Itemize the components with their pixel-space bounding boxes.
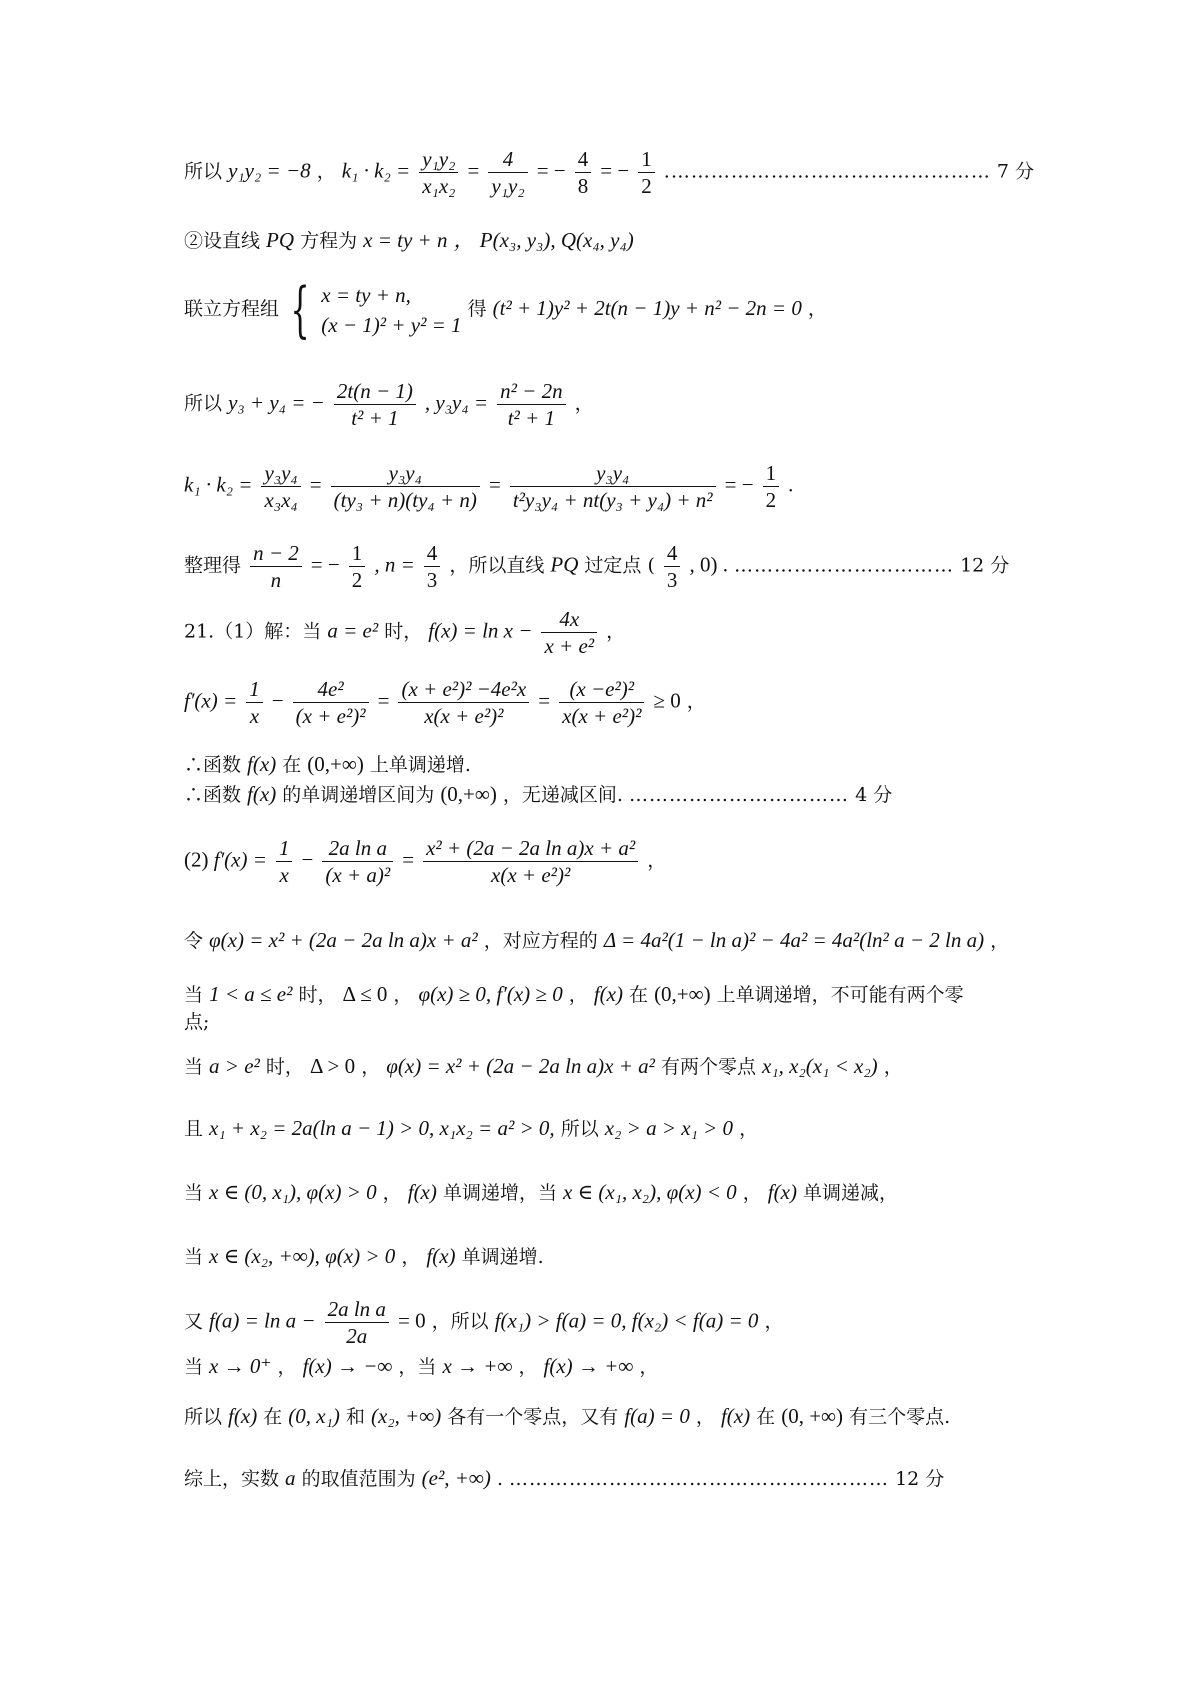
line-7 bbox=[184, 606, 625, 659]
fraction: $\frac{4}{8}$ bbox=[575, 146, 592, 199]
line-6 bbox=[184, 540, 1009, 593]
formula: 1 < a ≤ e² bbox=[209, 982, 293, 1006]
line-9 bbox=[184, 750, 471, 779]
text: 又 bbox=[184, 1310, 210, 1333]
fraction: $\frac{4}{\text{y₁y₂}}$ bbox=[488, 146, 527, 199]
text: 上单调递增，不可能有两个零 bbox=[716, 984, 964, 1006]
text: ， bbox=[695, 1406, 715, 1428]
text: 得 bbox=[467, 298, 487, 320]
fraction: $\frac{\text{y₃y₄}}{\text{x₃x₄}}$ bbox=[261, 460, 300, 513]
text: ， bbox=[518, 1356, 538, 1378]
text: ， bbox=[606, 620, 626, 643]
fraction: $\frac{\text{2a ln a}}{2a}$ bbox=[325, 1296, 389, 1349]
score: 7 分 bbox=[996, 160, 1035, 183]
text: ②设直线 bbox=[184, 230, 267, 252]
formula: k₁ · k₂ = bbox=[184, 472, 253, 497]
formula: , 0) . bbox=[689, 552, 728, 577]
line-14 bbox=[184, 1008, 209, 1036]
line-10 bbox=[184, 780, 892, 809]
text: 当 bbox=[184, 1056, 210, 1078]
formula: y₁y₂ = −8 bbox=[228, 158, 311, 183]
line-11 bbox=[184, 835, 666, 888]
text: 联立方程组 bbox=[184, 298, 280, 320]
text: 当 bbox=[184, 1182, 210, 1204]
text: 21.（1）解：当 bbox=[184, 620, 328, 643]
formula: f(x) bbox=[407, 1180, 437, 1204]
text: 令 bbox=[184, 930, 210, 952]
formula: = bbox=[538, 688, 551, 713]
formula: f(x) bbox=[767, 1180, 797, 1204]
text: 所以 bbox=[184, 1406, 229, 1428]
text: ∴函数 bbox=[184, 784, 248, 806]
text: 当 bbox=[184, 1246, 210, 1268]
fraction: $\frac{\text{x² + (2a − 2a ln a)x + a²}}{\text{x(x + e²)²}}$ bbox=[423, 835, 638, 888]
text: 单调递增. bbox=[461, 1246, 544, 1268]
formula: x ∈ (x₁, x₂), φ(x) < 0 bbox=[562, 1180, 737, 1204]
line-4 bbox=[184, 378, 594, 431]
formula: x ∈ (x₂, +∞), φ(x) > 0 bbox=[209, 1244, 396, 1268]
formula: φ(x) ≥ 0, f′(x) ≥ 0 bbox=[418, 982, 563, 1006]
text: ，所以 bbox=[431, 1310, 495, 1333]
score: 12 分 bbox=[895, 1468, 945, 1490]
text: ， bbox=[990, 930, 1010, 952]
text: ，无递减区间. bbox=[502, 784, 630, 806]
formula: (e², +∞) bbox=[421, 1466, 491, 1490]
fraction: $\frac{\text{n² − 2n}}{\text{t² + 1}}$ bbox=[497, 378, 565, 431]
line-18 bbox=[184, 1242, 544, 1271]
formula: f(a) = ln a − bbox=[209, 1308, 316, 1333]
text: ， bbox=[883, 1056, 903, 1078]
text: 在 bbox=[282, 754, 308, 776]
text: 方程为 bbox=[300, 230, 358, 252]
score-leader: ………………………………………………… bbox=[509, 1468, 890, 1490]
text: 点; bbox=[184, 1011, 210, 1033]
text: ， bbox=[639, 1356, 659, 1378]
formula: x → +∞ bbox=[442, 1354, 513, 1378]
text: ， bbox=[382, 1182, 402, 1204]
line-3 bbox=[184, 275, 827, 345]
text: 时， bbox=[384, 620, 423, 643]
fraction: $\frac{\text{(x −e²)²}}{\text{x(x + e²)²}}$ bbox=[559, 676, 644, 729]
formula: x ∈ (0, x₁), φ(x) > 0 bbox=[209, 1180, 377, 1204]
formula: f′(x) = bbox=[213, 847, 267, 872]
formula: (0,+∞) bbox=[307, 752, 364, 776]
formula: (0,+∞) bbox=[654, 982, 711, 1006]
left-brace-icon: { bbox=[290, 275, 310, 345]
formula: = bbox=[467, 158, 480, 183]
formula: f′(x) = bbox=[184, 688, 238, 713]
score: 12 分 bbox=[960, 554, 1010, 577]
line-12 bbox=[184, 926, 1009, 955]
line-1 bbox=[184, 146, 1034, 199]
text: ， bbox=[739, 1118, 759, 1140]
text: ，当 bbox=[398, 1356, 443, 1378]
formula: f(x) → +∞ bbox=[543, 1354, 634, 1378]
fraction: $\frac{\text{2a ln a}}{\text{(x + a)²}}$ bbox=[322, 835, 393, 888]
text: 时， bbox=[265, 1056, 304, 1078]
formula: y₃ + y₄ = − bbox=[228, 390, 325, 415]
formula: x = ty + n bbox=[363, 228, 448, 252]
text: 各有一个零点，又有 bbox=[447, 1406, 625, 1428]
formula: x₂ > a > x₁ > 0 bbox=[604, 1116, 734, 1140]
score-leader: .………………………………………… bbox=[663, 160, 991, 183]
formula: = − bbox=[536, 158, 566, 183]
text: 有两个零点 bbox=[660, 1056, 763, 1078]
line-15 bbox=[184, 1052, 903, 1081]
text: 单调递减， bbox=[803, 1182, 899, 1204]
text: 综上，实数 bbox=[184, 1468, 286, 1490]
fraction: $\frac{4}{3}$ bbox=[424, 540, 441, 593]
equation-system: x = ty + n, (x − 1)² + y² = 1 bbox=[321, 283, 462, 337]
formula: f(x) bbox=[593, 982, 623, 1006]
text: ， bbox=[647, 849, 667, 872]
formula: f(x) bbox=[720, 1404, 751, 1428]
formula: (0, +∞) bbox=[781, 1404, 844, 1428]
text: ， bbox=[686, 690, 706, 713]
formula: (0, x₁) bbox=[288, 1404, 340, 1428]
text: 过定点 ( bbox=[584, 554, 655, 577]
formula: a = e² bbox=[327, 618, 379, 643]
formula: φ(x) = x² + (2a − 2a ln a)x + a² bbox=[386, 1054, 655, 1078]
formula: , y₃y₄ = bbox=[424, 390, 489, 415]
text: . bbox=[496, 1468, 503, 1490]
text: ， bbox=[742, 1182, 762, 1204]
text: 单调递增，当 bbox=[442, 1182, 563, 1204]
text: . bbox=[788, 472, 794, 497]
formula: f(x₁) > f(a) = 0, f(x₂) < f(a) = 0 bbox=[494, 1308, 759, 1333]
line-5 bbox=[184, 460, 793, 513]
fraction: $\frac{2t(n - 1)}{\text{t² + 1}}$ bbox=[334, 378, 416, 431]
text: 在 bbox=[263, 1406, 289, 1428]
text: 的单调递增区间为 bbox=[282, 784, 435, 806]
formula: f(x) = ln x − bbox=[428, 618, 533, 643]
formula: = − bbox=[310, 552, 340, 577]
line-19 bbox=[184, 1296, 783, 1349]
formula: = − bbox=[724, 472, 754, 497]
formula: ≥ 0 bbox=[653, 688, 681, 713]
text: 和 bbox=[345, 1406, 371, 1428]
text: 在 bbox=[756, 1406, 782, 1428]
formula: − bbox=[271, 688, 284, 713]
formula: φ(x) = x² + (2a − 2a ln a)x + a² bbox=[209, 928, 478, 952]
formula: a > e² bbox=[209, 1054, 260, 1078]
text: 的取值范围为 bbox=[301, 1468, 416, 1490]
text: ， bbox=[361, 1056, 381, 1078]
formula: = 0 bbox=[397, 1308, 426, 1333]
fraction: $\frac{\text{y₃y₄}}{\text{(ty₃ + n)(ty₄ + n)}}$ bbox=[331, 460, 480, 513]
text: ， bbox=[393, 984, 413, 1006]
formula: x₁, x₂(x₁ < x₂) bbox=[762, 1054, 878, 1078]
formula: (t² + 1)y² + 2t(n − 1)y + n² − 2n = 0 bbox=[492, 296, 802, 320]
formula: f(x) → −∞ bbox=[302, 1354, 393, 1378]
text: ， bbox=[764, 1310, 784, 1333]
text: ， bbox=[574, 392, 594, 415]
text: 时， bbox=[298, 984, 337, 1006]
text: 当 bbox=[184, 984, 204, 1006]
text: ， bbox=[277, 1356, 297, 1378]
fraction: $\frac{1}{x}$ bbox=[276, 835, 293, 888]
text: 整理得 bbox=[184, 554, 242, 577]
text: ， bbox=[401, 1246, 421, 1268]
fraction: $\frac{1}{x}$ bbox=[246, 676, 263, 729]
formula: , n = bbox=[374, 552, 415, 577]
fraction: $\frac{4}{3}$ bbox=[664, 540, 681, 593]
text: ， bbox=[807, 298, 827, 320]
formula: f(a) = 0 bbox=[624, 1404, 690, 1428]
fraction: $\frac{\text{y₁y₂}}{\text{x₁x₂}}$ bbox=[419, 146, 458, 199]
line-16 bbox=[184, 1114, 758, 1143]
formula: Δ = 4a²(1 − ln a)² − 4a² = 4a²(ln² a − 2 ln a) bbox=[603, 928, 985, 952]
text: 所以 bbox=[560, 1118, 605, 1140]
line-17 bbox=[184, 1178, 898, 1207]
fraction: $\frac{1}{2}$ bbox=[349, 540, 366, 593]
formula: x → 0⁺ bbox=[209, 1354, 272, 1378]
formula: (0,+∞) bbox=[440, 782, 497, 806]
fraction: $\frac{\text{y₃y₄}}{\text{t²y₃y₄ + nt(y₃ + y₄) + n²}}$ bbox=[510, 460, 716, 513]
fraction: $\frac{\text{4e²}}{\text{(x + e²)²}}$ bbox=[293, 676, 369, 729]
formula: f(x) bbox=[426, 1244, 456, 1268]
formula: f(x) bbox=[247, 782, 277, 806]
text: 且 bbox=[184, 1118, 210, 1140]
line-13 bbox=[184, 980, 964, 1009]
text: (2) bbox=[184, 847, 214, 872]
formula: Δ ≤ 0 bbox=[342, 982, 388, 1006]
formula: f(x) bbox=[247, 752, 277, 776]
fraction: $\frac{n - 2}{n}$ bbox=[250, 540, 302, 593]
score: 4 分 bbox=[855, 784, 893, 806]
text: ，所以直线 bbox=[449, 554, 551, 577]
text: ， bbox=[568, 984, 588, 1006]
formula: = bbox=[377, 688, 390, 713]
line-2 bbox=[184, 226, 634, 255]
formula: x₁ + x₂ = 2a(ln a − 1) > 0, x₁x₂ = a² > 0, bbox=[209, 1116, 555, 1140]
text: 上单调递增. bbox=[369, 754, 471, 776]
formula: = bbox=[488, 472, 501, 497]
formula: ， P(x₃, y₃), Q(x₄, y₄) bbox=[453, 228, 634, 252]
line-21 bbox=[184, 1402, 950, 1431]
text: ， bbox=[316, 160, 336, 183]
fraction: $\frac{4x}{\text{x + e²}}$ bbox=[541, 606, 597, 659]
formula: PQ bbox=[550, 552, 579, 577]
text: 在 bbox=[629, 984, 655, 1006]
line-20 bbox=[184, 1352, 658, 1381]
line-8 bbox=[184, 676, 706, 729]
formula: Δ > 0 bbox=[309, 1054, 356, 1078]
fraction: $\frac{1}{2}$ bbox=[763, 460, 780, 513]
formula: = bbox=[309, 472, 322, 497]
text: ，对应方程的 bbox=[483, 930, 598, 952]
text: 所以 bbox=[184, 160, 223, 183]
formula: k₁ · k₂ = bbox=[341, 158, 411, 183]
fraction: $\frac{1}{2}$ bbox=[638, 146, 655, 199]
formula: f(x) bbox=[228, 1404, 258, 1428]
formula: a bbox=[285, 1466, 296, 1490]
score-leader: …………………………… bbox=[629, 784, 850, 806]
formula: PQ bbox=[266, 228, 295, 252]
text: 所以 bbox=[184, 392, 223, 415]
line-22 bbox=[184, 1464, 944, 1493]
text: 当 bbox=[184, 1356, 210, 1378]
text: 有三个零点. bbox=[849, 1406, 951, 1428]
formula: − bbox=[301, 847, 314, 872]
formula: (x₂, +∞) bbox=[371, 1404, 442, 1428]
formula: = − bbox=[600, 158, 630, 183]
text: ∴函数 bbox=[184, 754, 248, 776]
score-leader: …………………………… bbox=[734, 554, 955, 577]
formula: = bbox=[402, 847, 415, 872]
fraction: $\frac{\text{(x + e²)² −4e²x}}{\text{x(x + e²)²}}$ bbox=[398, 676, 529, 729]
